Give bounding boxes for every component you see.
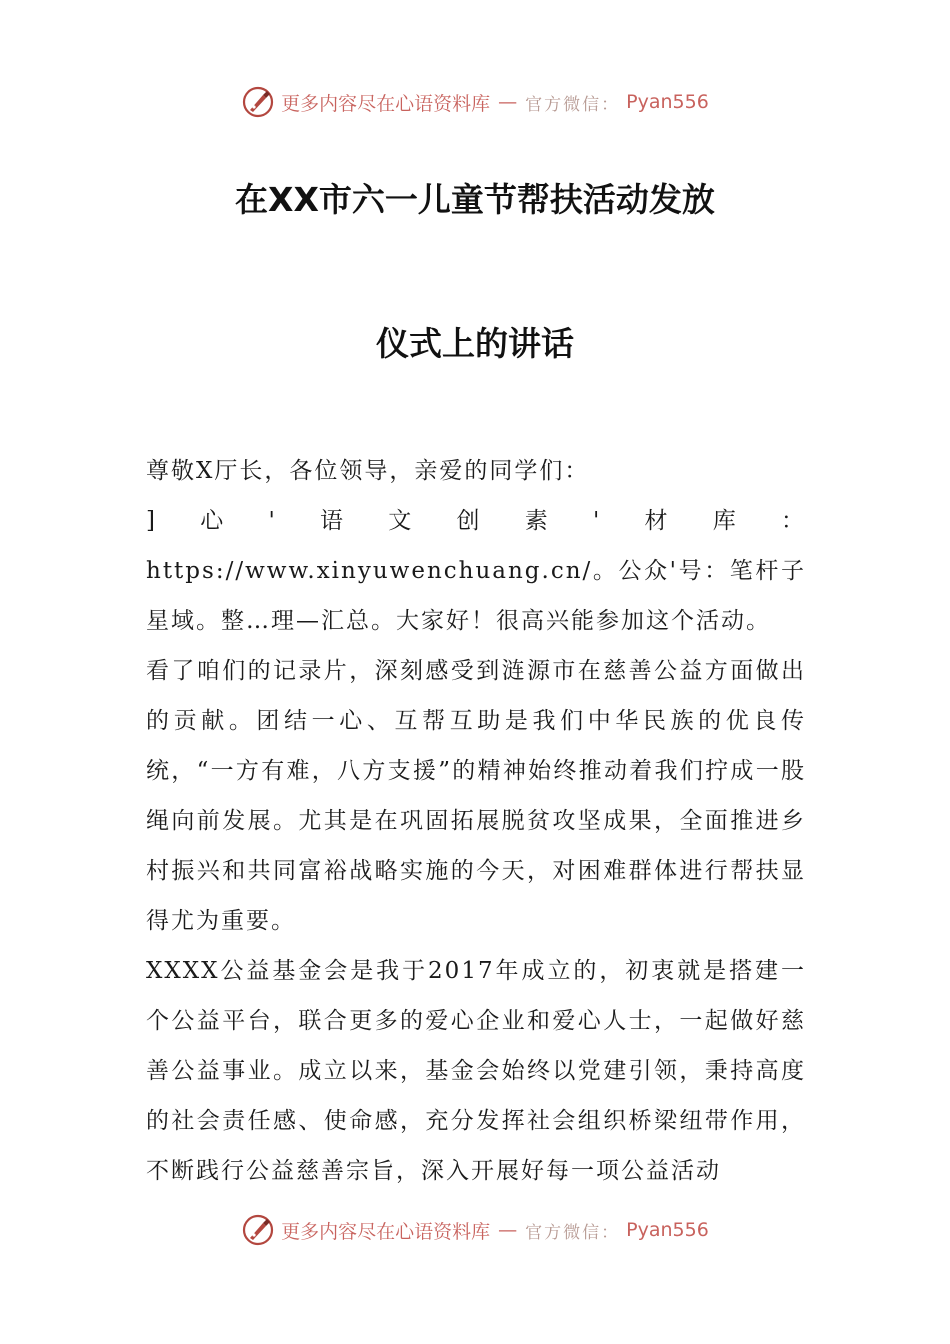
banner-main-text: 更多内容尽在心语资料库 <box>281 1220 491 1243</box>
banner-wechat-label: 官方微信： <box>525 1222 621 1243</box>
document-body <box>146 446 806 1196</box>
banner-wechat-label: 官方微信： <box>525 94 621 115</box>
banner-wechat-id: Pyan556 <box>626 1219 709 1241</box>
footer-watermark-banner <box>0 1210 950 1250</box>
banner-content <box>241 85 709 119</box>
banner-content <box>241 1213 709 1247</box>
document-title-line-2: 仪式上的讲话 <box>376 324 574 363</box>
document-title-line-1: 在XX市六一儿童节帮扶活动发放 <box>235 180 715 219</box>
body-paragraph: ]心'语文创素'材库：https://www.xinyuwenchuang.cn/。公众'号：笔杆子星域。整…理—汇总。大家好！很高兴能参加这个活动。 <box>146 508 806 634</box>
body-paragraph: 看了咱们的记录片，深刻感受到涟源市在慈善公益方面做出的贡献。团结一心、互帮互助是我们中华民族的优良传统，“一方有难，八方支援”的精神始终推动着我们拧成一股绳向前发展。尤其是在巩固拓展脱贫攻坚成果，全面推进乡村振兴和共同富裕战略实施的今天，对困难群体进行帮扶显得尤为重要。 <box>146 658 806 934</box>
salutation-paragraph: 尊敬X厅长，各位领导，亲爱的同学们： <box>146 458 590 484</box>
pen-nib-logo-icon <box>241 1213 275 1247</box>
pen-nib-logo-icon <box>241 85 275 119</box>
body-paragraph: XXXX公益基金会是我于2017年成立的，初衷就是搭建一个公益平台，联合更多的爱心企业和爱心人士，一起做好慈善公益事业。成立以来，基金会始终以党建引领，秉持高度的社会责任感、使命感，充分发挥社会组织桥梁纽带作用，不断践行公益慈善宗旨，深入开展好每一项公益活动 <box>146 958 806 1184</box>
banner-separator: — <box>498 91 518 113</box>
banner-wechat-id: Pyan556 <box>626 91 709 113</box>
header-watermark-banner <box>0 82 950 122</box>
banner-separator: — <box>498 1219 518 1241</box>
banner-main-text: 更多内容尽在心语资料库 <box>281 92 491 115</box>
